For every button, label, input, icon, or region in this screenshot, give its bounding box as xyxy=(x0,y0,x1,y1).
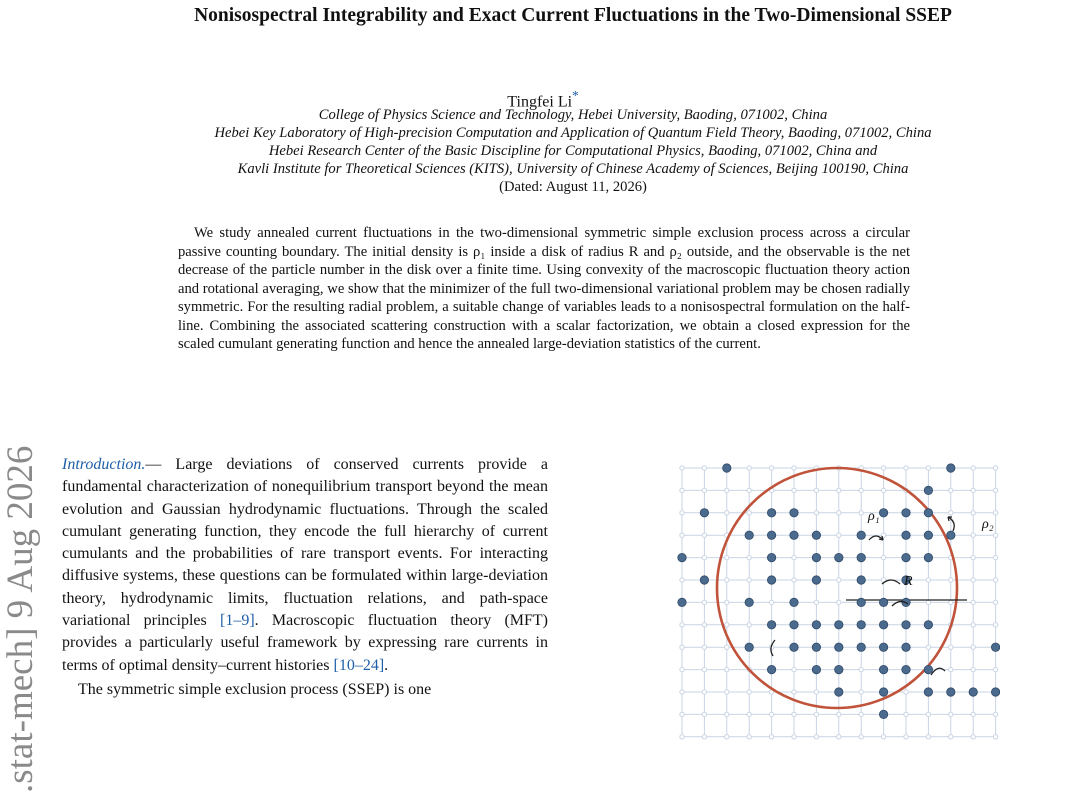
affiliation-3: Hebei Research Center of the Basic Discipline for Computational Physics, Baoding, 071002, China and xyxy=(268,143,878,159)
empty-site xyxy=(769,735,773,739)
label-rho1: ρ₁ xyxy=(868,509,880,524)
empty-site xyxy=(859,667,863,671)
particle xyxy=(835,643,843,651)
empty-site xyxy=(792,488,796,492)
empty-site xyxy=(725,645,729,649)
empty-site xyxy=(702,555,706,559)
particle xyxy=(879,509,887,517)
particle xyxy=(745,643,753,651)
empty-site xyxy=(747,466,751,470)
empty-site xyxy=(747,690,751,694)
particle xyxy=(857,553,865,561)
particle xyxy=(879,621,887,629)
particle xyxy=(947,531,955,539)
empty-site xyxy=(702,466,706,470)
empty-site xyxy=(993,600,997,604)
empty-site xyxy=(725,600,729,604)
particle xyxy=(767,553,775,561)
empty-site xyxy=(702,488,706,492)
particle xyxy=(812,643,820,651)
particle xyxy=(700,576,708,584)
empty-site xyxy=(971,600,975,604)
particle xyxy=(812,621,820,629)
empty-site xyxy=(747,555,751,559)
empty-site xyxy=(881,735,885,739)
empty-site xyxy=(814,690,818,694)
particle xyxy=(767,576,775,584)
empty-site xyxy=(949,578,953,582)
empty-site xyxy=(971,623,975,627)
empty-site xyxy=(993,578,997,582)
particle xyxy=(879,665,887,673)
date-line: (Dated: August 11, 2026) xyxy=(499,179,647,195)
empty-site xyxy=(747,623,751,627)
particle xyxy=(790,531,798,539)
abstract: We study annealed current fluctuations in the two-dimensional symmetric simple exclusion process across a circular passive counting boundary. The initial density is ρ₁ inside a disk of radius R and ρ₂ outside, and the observable is the net decrease of the particle number in the disk over a finite time. Using convexity of the macroscopic fluctuation theory action and rotational averaging, we show that the minimizer of the full two-dimensional variational problem may be chosen radially symmetric. For the resulting radial problem, a suitable change of variables leads to a nonisospectral formulation on the half-line. Combining the associated scattering construction with a scalar factorization, we obtain a closed expression for the scaled cumulant generating function and hence the annealed large-deviation statistics of the current. xyxy=(178,225,910,352)
empty-site xyxy=(926,712,930,716)
affiliation-2: Hebei Key Laboratory of High-precision Computation and Application of Quantum Field Theory, Baoding, 071002, China xyxy=(214,125,932,141)
empty-site xyxy=(837,600,841,604)
empty-site xyxy=(971,712,975,716)
empty-site xyxy=(904,735,908,739)
empty-site xyxy=(680,623,684,627)
empty-site xyxy=(680,735,684,739)
empty-site xyxy=(814,600,818,604)
empty-site xyxy=(993,466,997,470)
particle xyxy=(902,509,910,517)
intro-paragraph-2: The symmetric simple exclusion process (SSEP) is one xyxy=(78,680,432,698)
particle xyxy=(678,553,686,561)
particle xyxy=(812,553,820,561)
particle xyxy=(790,509,798,517)
particle xyxy=(924,553,932,561)
empty-site xyxy=(881,488,885,492)
affiliation-1: College of Physics Science and Technology, Hebei University, Baoding, 071002, China xyxy=(318,107,828,123)
paper-title: Nonisospectral Integrability and Exact Current Fluctuations in the Two-Dimensional SSEP xyxy=(194,5,952,26)
intro-text-a: Large deviations of conserved currents provide a fundamental characterization of nonequilibrium transport beyond the mean evolution and Gaussian hydrodynamic fluctuations. Through the scaled cumulant generating function, they encode the full hierarchy of current cumulants and the probabilities of rare transport events. For interacting diffusive systems, these questions can be formulated within large-deviation theory, hydrodynamic limits, fluctuation relations, and path-space variational principles xyxy=(62,456,548,630)
empty-site xyxy=(702,735,706,739)
empty-site xyxy=(971,488,975,492)
particle xyxy=(745,531,753,539)
particle xyxy=(991,643,999,651)
empty-site xyxy=(680,488,684,492)
empty-site xyxy=(993,488,997,492)
particle xyxy=(767,509,775,517)
empty-site xyxy=(859,690,863,694)
empty-site xyxy=(725,712,729,716)
empty-site xyxy=(949,735,953,739)
empty-site xyxy=(702,667,706,671)
empty-site xyxy=(725,511,729,515)
author-footnote-link[interactable]: * xyxy=(572,88,579,103)
particle xyxy=(723,464,731,472)
particle xyxy=(812,665,820,673)
empty-site xyxy=(904,466,908,470)
particle xyxy=(835,688,843,696)
empty-site xyxy=(725,690,729,694)
empty-site xyxy=(725,555,729,559)
particle xyxy=(678,598,686,606)
empty-site xyxy=(747,511,751,515)
empty-site xyxy=(926,600,930,604)
particle xyxy=(857,643,865,651)
empty-site xyxy=(859,511,863,515)
empty-site xyxy=(792,555,796,559)
particle xyxy=(924,621,932,629)
empty-site xyxy=(747,578,751,582)
empty-site xyxy=(792,578,796,582)
particle xyxy=(745,598,753,606)
particle xyxy=(857,531,865,539)
particle xyxy=(812,531,820,539)
empty-site xyxy=(702,712,706,716)
empty-site xyxy=(949,712,953,716)
empty-site xyxy=(949,667,953,671)
particle xyxy=(879,688,887,696)
empty-site xyxy=(680,578,684,582)
empty-site xyxy=(926,466,930,470)
empty-site xyxy=(769,712,773,716)
empty-site xyxy=(769,466,773,470)
intro-dash: — xyxy=(145,456,162,473)
particle xyxy=(902,531,910,539)
empty-site xyxy=(680,690,684,694)
empty-site xyxy=(725,667,729,671)
citation-link-1[interactable]: [1–9] xyxy=(220,612,255,630)
left-column xyxy=(62,454,548,701)
empty-site xyxy=(814,712,818,716)
empty-site xyxy=(725,578,729,582)
particle xyxy=(879,598,887,606)
particle xyxy=(924,688,932,696)
empty-site xyxy=(702,690,706,694)
particle xyxy=(857,621,865,629)
figure-lattice xyxy=(676,458,1000,747)
particle xyxy=(857,598,865,606)
label-rho2: ρ₂ xyxy=(982,517,994,532)
label-radius: R xyxy=(904,574,913,589)
intro-heading[interactable]: Introduction. xyxy=(62,456,146,473)
empty-site xyxy=(702,533,706,537)
empty-site xyxy=(747,735,751,739)
particle xyxy=(902,621,910,629)
empty-site xyxy=(993,533,997,537)
empty-site xyxy=(702,645,706,649)
particle xyxy=(790,643,798,651)
intro-text-b: . Macroscopic fluctuation theory (MFT) provides a particularly useful framework by expressing rare currents in terms of optimal density–current histories xyxy=(62,612,548,674)
empty-site xyxy=(747,488,751,492)
empty-site xyxy=(971,511,975,515)
empty-site xyxy=(926,645,930,649)
empty-site xyxy=(971,533,975,537)
empty-site xyxy=(680,712,684,716)
particle xyxy=(790,621,798,629)
particle xyxy=(947,464,955,472)
empty-site xyxy=(702,600,706,604)
empty-site xyxy=(837,511,841,515)
empty-site xyxy=(725,735,729,739)
particle xyxy=(767,621,775,629)
particle xyxy=(700,509,708,517)
empty-site xyxy=(926,735,930,739)
empty-site xyxy=(769,600,773,604)
empty-site xyxy=(814,735,818,739)
empty-site xyxy=(859,488,863,492)
empty-site xyxy=(904,712,908,716)
affiliations xyxy=(60,106,1086,196)
lattice-grid xyxy=(680,466,998,739)
empty-site xyxy=(993,511,997,515)
empty-site xyxy=(904,690,908,694)
empty-site xyxy=(971,645,975,649)
empty-site xyxy=(837,533,841,537)
empty-site xyxy=(792,735,796,739)
intro-paragraph-1 xyxy=(62,454,548,677)
empty-site xyxy=(949,511,953,515)
empty-site xyxy=(993,712,997,716)
empty-site xyxy=(747,712,751,716)
empty-site xyxy=(680,533,684,537)
particle xyxy=(924,531,932,539)
empty-site xyxy=(725,623,729,627)
empty-site xyxy=(680,511,684,515)
empty-site xyxy=(837,712,841,716)
empty-site xyxy=(859,735,863,739)
intro-text-c: . xyxy=(384,656,389,674)
empty-site xyxy=(881,555,885,559)
empty-site xyxy=(725,488,729,492)
empty-site xyxy=(971,578,975,582)
empty-site xyxy=(881,466,885,470)
particle xyxy=(835,621,843,629)
particle xyxy=(947,688,955,696)
empty-site xyxy=(993,667,997,671)
particle xyxy=(835,553,843,561)
empty-site xyxy=(792,466,796,470)
empty-site xyxy=(837,488,841,492)
empty-site xyxy=(792,667,796,671)
particle xyxy=(902,665,910,673)
empty-site xyxy=(971,735,975,739)
citation-link-2[interactable]: [10–24] xyxy=(333,656,385,674)
particle xyxy=(924,509,932,517)
empty-site xyxy=(993,623,997,627)
empty-site xyxy=(926,578,930,582)
particle xyxy=(835,665,843,673)
empty-site xyxy=(680,645,684,649)
particle xyxy=(857,576,865,584)
particle xyxy=(991,688,999,696)
empty-site xyxy=(680,667,684,671)
empty-site xyxy=(949,600,953,604)
particle xyxy=(879,710,887,718)
lattice-diagram xyxy=(676,458,1000,742)
particle xyxy=(767,531,775,539)
empty-site xyxy=(949,488,953,492)
empty-site xyxy=(993,555,997,559)
empty-site xyxy=(680,466,684,470)
empty-site xyxy=(837,735,841,739)
particle xyxy=(924,665,932,673)
empty-site xyxy=(993,735,997,739)
particle xyxy=(767,665,775,673)
author-name: Tingfei Li xyxy=(507,93,573,111)
particle xyxy=(790,598,798,606)
empty-site xyxy=(814,511,818,515)
particle xyxy=(902,643,910,651)
empty-site xyxy=(971,667,975,671)
empty-site xyxy=(792,712,796,716)
empty-site xyxy=(859,712,863,716)
particle xyxy=(969,688,977,696)
empty-site xyxy=(971,466,975,470)
empty-site xyxy=(837,578,841,582)
empty-site xyxy=(702,623,706,627)
particle xyxy=(879,643,887,651)
arxiv-stamp: .stat-mech] 9 Aug 2026 xyxy=(0,445,41,793)
empty-site xyxy=(792,690,796,694)
particle xyxy=(902,553,910,561)
empty-site xyxy=(949,645,953,649)
particle xyxy=(812,576,820,584)
empty-site xyxy=(971,555,975,559)
empty-site xyxy=(814,488,818,492)
particle xyxy=(924,486,932,494)
affiliation-4: Kavli Institute for Theoretical Sciences (KITS), University of Chinese Academy of Sciences, Beijing 100190, China xyxy=(237,161,909,177)
